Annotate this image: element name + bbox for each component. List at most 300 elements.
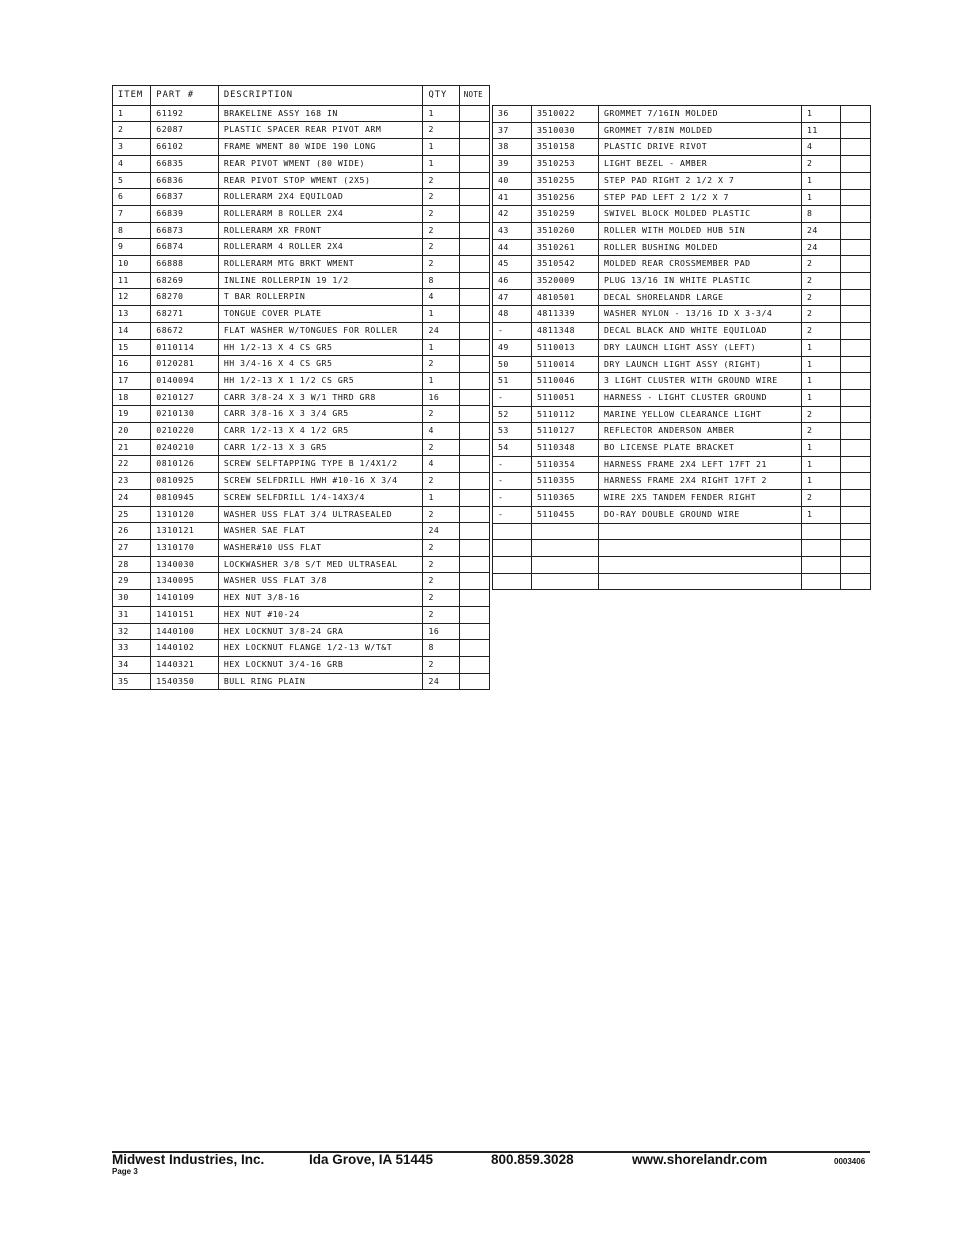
table-row <box>493 556 871 573</box>
table-row <box>113 573 490 590</box>
note-cell <box>841 423 871 440</box>
table-row <box>493 373 871 390</box>
table-row <box>113 289 490 306</box>
part-number-cell: 1310170 <box>151 539 219 556</box>
part-number-cell: 68269 <box>151 272 219 289</box>
note-cell <box>459 155 489 172</box>
item-cell: 10 <box>113 256 151 273</box>
qty-cell <box>802 556 841 573</box>
description-cell: BO LICENSE PLATE BRACKET <box>599 440 802 457</box>
note-cell <box>841 189 871 206</box>
qty-cell: 24 <box>423 523 459 540</box>
description-cell: HARNESS - LIGHT CLUSTER GROUND <box>599 389 802 406</box>
part-number-cell: 1340095 <box>151 573 219 590</box>
item-cell: - <box>493 323 532 340</box>
table-row <box>493 172 871 189</box>
part-number-cell: 5110013 <box>532 339 599 356</box>
note-cell <box>841 222 871 239</box>
qty-cell: 1 <box>423 155 459 172</box>
description-cell: ROLLERARM 2X4 EQUILOAD <box>218 189 423 206</box>
description-cell: WASHER USS FLAT 3/8 <box>218 573 423 590</box>
note-cell <box>841 239 871 256</box>
description-cell: LOCKWASHER 3/8 S/T MED ULTRASEAL <box>218 556 423 573</box>
part-number-cell: 0120281 <box>151 356 219 373</box>
part-number-cell: 66836 <box>151 172 219 189</box>
description-cell: HH 1/2-13 X 4 CS GR5 <box>218 339 423 356</box>
item-cell: 39 <box>493 156 532 173</box>
description-cell: WASHER USS FLAT 3/4 ULTRASEALED <box>218 506 423 523</box>
table-row <box>113 222 490 239</box>
table-row <box>113 590 490 607</box>
item-cell: 7 <box>113 205 151 222</box>
part-number-cell: 1310120 <box>151 506 219 523</box>
note-cell <box>841 106 871 123</box>
part-number-cell: 68672 <box>151 322 219 339</box>
part-number-cell: 1410109 <box>151 590 219 607</box>
note-cell <box>841 323 871 340</box>
qty-cell: 1 <box>802 356 841 373</box>
note-cell <box>841 506 871 523</box>
note-cell <box>459 623 489 640</box>
item-cell: - <box>493 490 532 507</box>
qty-cell: 2 <box>423 573 459 590</box>
part-number-cell: 66839 <box>151 205 219 222</box>
table-row <box>113 673 490 690</box>
part-number-cell: 5110348 <box>532 440 599 457</box>
qty-cell <box>802 573 841 590</box>
description-cell <box>599 523 802 540</box>
table-row <box>493 239 871 256</box>
note-cell <box>459 406 489 423</box>
note-cell <box>841 156 871 173</box>
item-cell: 36 <box>493 106 532 123</box>
table-row <box>113 640 490 657</box>
header-description: DESCRIPTION <box>218 86 423 106</box>
qty-cell: 2 <box>802 306 841 323</box>
qty-cell: 1 <box>423 105 459 122</box>
header-part: PART # <box>151 86 219 106</box>
qty-cell: 24 <box>802 222 841 239</box>
part-number-cell: 3510259 <box>532 206 599 223</box>
part-number-cell: 5110355 <box>532 473 599 490</box>
table-row <box>113 155 490 172</box>
item-cell: 8 <box>113 222 151 239</box>
qty-cell: 2 <box>802 156 841 173</box>
part-number-cell: 0210130 <box>151 406 219 423</box>
note-cell <box>459 506 489 523</box>
qty-cell: 4 <box>802 139 841 156</box>
item-cell: 31 <box>113 606 151 623</box>
table-row <box>493 456 871 473</box>
part-number-cell: 1440102 <box>151 640 219 657</box>
part-number-cell: 66835 <box>151 155 219 172</box>
description-cell: STEP PAD LEFT 2 1/2 X 7 <box>599 189 802 206</box>
item-cell: 22 <box>113 456 151 473</box>
qty-cell: 2 <box>423 256 459 273</box>
note-cell <box>459 222 489 239</box>
part-number-cell <box>532 573 599 590</box>
item-cell: 20 <box>113 423 151 440</box>
description-cell: DRY LAUNCH LIGHT ASSY (LEFT) <box>599 339 802 356</box>
part-number-cell <box>532 556 599 573</box>
note-cell <box>459 573 489 590</box>
note-cell <box>459 339 489 356</box>
description-cell: WASHER#10 USS FLAT <box>218 539 423 556</box>
description-cell: WASHER NYLON - 13/16 ID X 3-3/4 <box>599 306 802 323</box>
qty-cell: 2 <box>423 222 459 239</box>
table-row <box>493 273 871 290</box>
qty-cell: 1 <box>423 306 459 323</box>
note-cell <box>459 439 489 456</box>
part-number-cell: 5110455 <box>532 506 599 523</box>
qty-cell: 2 <box>802 423 841 440</box>
description-cell: SCREW SELFTAPPING TYPE B 1/4X1/2 <box>218 456 423 473</box>
part-number-cell: 66837 <box>151 189 219 206</box>
note-cell <box>841 172 871 189</box>
note-cell <box>459 122 489 139</box>
parts-table-right <box>492 105 871 590</box>
item-cell: 4 <box>113 155 151 172</box>
item-cell <box>493 556 532 573</box>
table-row <box>493 139 871 156</box>
item-cell: - <box>493 456 532 473</box>
item-cell: 19 <box>113 406 151 423</box>
item-cell: 30 <box>113 590 151 607</box>
part-number-cell: 68270 <box>151 289 219 306</box>
description-cell: REAR PIVOT WMENT (80 WIDE) <box>218 155 423 172</box>
description-cell <box>599 573 802 590</box>
note-cell <box>841 373 871 390</box>
table-row <box>113 122 490 139</box>
table-row <box>113 523 490 540</box>
qty-cell: 2 <box>423 473 459 490</box>
qty-cell: 16 <box>423 389 459 406</box>
table-row <box>113 389 490 406</box>
table-row <box>113 372 490 389</box>
description-cell: SCREW SELFDRILL 1/4-14X3/4 <box>218 489 423 506</box>
qty-cell: 11 <box>802 122 841 139</box>
description-cell: ROLLERARM 4 ROLLER 2X4 <box>218 239 423 256</box>
qty-cell: 2 <box>423 506 459 523</box>
item-cell: 5 <box>113 172 151 189</box>
item-cell: 9 <box>113 239 151 256</box>
part-number-cell: 4811348 <box>532 323 599 340</box>
qty-cell: 1 <box>423 489 459 506</box>
part-number-cell: 61192 <box>151 105 219 122</box>
table-row <box>493 156 871 173</box>
qty-cell: 1 <box>802 456 841 473</box>
note-cell <box>459 239 489 256</box>
qty-cell: 2 <box>423 122 459 139</box>
note-cell <box>459 289 489 306</box>
qty-cell <box>802 540 841 557</box>
part-number-cell: 66874 <box>151 239 219 256</box>
table-row <box>113 506 490 523</box>
note-cell <box>459 272 489 289</box>
note-cell <box>459 306 489 323</box>
item-cell: 52 <box>493 406 532 423</box>
part-number-cell: 5110014 <box>532 356 599 373</box>
note-cell <box>841 490 871 507</box>
table-row <box>113 172 490 189</box>
qty-cell: 24 <box>802 239 841 256</box>
table-row <box>113 306 490 323</box>
item-cell: 1 <box>113 105 151 122</box>
table-row <box>113 439 490 456</box>
table-row <box>493 440 871 457</box>
part-number-cell: 5110365 <box>532 490 599 507</box>
qty-cell: 2 <box>423 172 459 189</box>
part-number-cell: 5110127 <box>532 423 599 440</box>
item-cell: 18 <box>113 389 151 406</box>
description-cell: ROLLERARM MTG BRKT WMENT <box>218 256 423 273</box>
note-cell <box>841 356 871 373</box>
description-cell: LIGHT BEZEL - AMBER <box>599 156 802 173</box>
table-row <box>113 272 490 289</box>
item-cell: 23 <box>113 473 151 490</box>
table-row <box>493 423 871 440</box>
note-cell <box>459 606 489 623</box>
note-cell <box>459 539 489 556</box>
footer-phone: 800.859.3028 <box>491 1152 574 1167</box>
table-row <box>113 406 490 423</box>
table-row <box>113 322 490 339</box>
table-row <box>113 139 490 156</box>
description-cell: MOLDED REAR CROSSMEMBER PAD <box>599 256 802 273</box>
qty-cell: 1 <box>802 106 841 123</box>
description-cell: 3 LIGHT CLUSTER WITH GROUND WIRE <box>599 373 802 390</box>
item-cell: 42 <box>493 206 532 223</box>
qty-cell: 4 <box>423 289 459 306</box>
description-cell: CARR 1/2-13 X 3 GR5 <box>218 439 423 456</box>
part-number-cell: 68271 <box>151 306 219 323</box>
table-row <box>113 539 490 556</box>
qty-cell <box>802 523 841 540</box>
note-cell <box>459 640 489 657</box>
description-cell: HEX NUT 3/8-16 <box>218 590 423 607</box>
qty-cell: 2 <box>423 556 459 573</box>
note-cell <box>841 206 871 223</box>
part-number-cell: 0210220 <box>151 423 219 440</box>
part-number-cell: 5110354 <box>532 456 599 473</box>
table-row <box>113 656 490 673</box>
note-cell <box>459 473 489 490</box>
note-cell <box>459 423 489 440</box>
description-cell: HARNESS FRAME 2X4 LEFT 17FT 21 <box>599 456 802 473</box>
table-row <box>113 239 490 256</box>
note-cell <box>841 389 871 406</box>
part-number-cell: 3520009 <box>532 273 599 290</box>
item-cell: 14 <box>113 322 151 339</box>
table-row <box>493 573 871 590</box>
qty-cell: 8 <box>802 206 841 223</box>
qty-cell: 16 <box>423 623 459 640</box>
note-cell <box>841 256 871 273</box>
item-cell: 17 <box>113 372 151 389</box>
part-number-cell: 3510022 <box>532 106 599 123</box>
header-qty: QTY <box>423 86 459 106</box>
item-cell: 49 <box>493 339 532 356</box>
item-cell: 37 <box>493 122 532 139</box>
table-row <box>493 323 871 340</box>
item-cell: 27 <box>113 539 151 556</box>
header-item: ITEM <box>113 86 151 106</box>
item-cell <box>493 573 532 590</box>
part-number-cell: 0240210 <box>151 439 219 456</box>
qty-cell: 24 <box>423 673 459 690</box>
description-cell <box>599 540 802 557</box>
table-row <box>493 540 871 557</box>
description-cell: CARR 3/8-16 X 3 3/4 GR5 <box>218 406 423 423</box>
description-cell: DECAL BLACK AND WHITE EQUILOAD <box>599 323 802 340</box>
item-cell: 41 <box>493 189 532 206</box>
note-cell <box>841 306 871 323</box>
item-cell: 13 <box>113 306 151 323</box>
description-cell: PLASTIC DRIVE RIVOT <box>599 139 802 156</box>
item-cell: 33 <box>113 640 151 657</box>
table-row <box>493 506 871 523</box>
item-cell: 51 <box>493 373 532 390</box>
footer-company: Midwest Industries, Inc. <box>112 1152 265 1167</box>
description-cell: STEP PAD RIGHT 2 1/2 X 7 <box>599 172 802 189</box>
item-cell: 26 <box>113 523 151 540</box>
description-cell: HEX LOCKNUT FLANGE 1/2-13 W/T&T <box>218 640 423 657</box>
description-cell: DRY LAUNCH LIGHT ASSY (RIGHT) <box>599 356 802 373</box>
note-cell <box>459 673 489 690</box>
item-cell: - <box>493 389 532 406</box>
part-number-cell: 0810945 <box>151 489 219 506</box>
item-cell: 48 <box>493 306 532 323</box>
qty-cell: 2 <box>423 656 459 673</box>
table-row <box>493 306 871 323</box>
note-cell <box>459 205 489 222</box>
table-row <box>493 206 871 223</box>
item-cell: 6 <box>113 189 151 206</box>
note-cell <box>459 489 489 506</box>
description-cell: SCREW SELFDRILL HWH #10-16 X 3/4 <box>218 473 423 490</box>
description-cell: BULL RING PLAIN <box>218 673 423 690</box>
item-cell: 12 <box>113 289 151 306</box>
part-number-cell: 66102 <box>151 139 219 156</box>
qty-cell: 2 <box>802 323 841 340</box>
item-cell: 3 <box>113 139 151 156</box>
description-cell: FRAME WMENT 80 WIDE 190 LONG <box>218 139 423 156</box>
part-number-cell: 0810126 <box>151 456 219 473</box>
table-row <box>493 356 871 373</box>
part-number-cell <box>532 540 599 557</box>
note-cell <box>459 189 489 206</box>
note-cell <box>459 389 489 406</box>
table-row <box>113 339 490 356</box>
description-cell: WASHER SAE FLAT <box>218 523 423 540</box>
description-cell: HEX LOCKNUT 3/8-24 GRA <box>218 623 423 640</box>
description-cell: T BAR ROLLERPIN <box>218 289 423 306</box>
part-number-cell: 1340030 <box>151 556 219 573</box>
qty-cell: 1 <box>802 339 841 356</box>
part-number-cell: 0110114 <box>151 339 219 356</box>
part-number-cell: 0810925 <box>151 473 219 490</box>
note-cell <box>841 540 871 557</box>
item-cell <box>493 523 532 540</box>
qty-cell: 2 <box>423 205 459 222</box>
part-number-cell: 66888 <box>151 256 219 273</box>
description-cell: HARNESS FRAME 2X4 RIGHT 17FT 2 <box>599 473 802 490</box>
part-number-cell: 62087 <box>151 122 219 139</box>
qty-cell: 2 <box>423 189 459 206</box>
item-cell: 32 <box>113 623 151 640</box>
table-row <box>493 389 871 406</box>
table-row <box>493 256 871 273</box>
qty-cell: 2 <box>423 590 459 607</box>
note-cell <box>459 523 489 540</box>
item-cell <box>493 540 532 557</box>
description-cell: ROLLERARM XR FRONT <box>218 222 423 239</box>
table-row <box>493 106 871 123</box>
item-cell: 34 <box>113 656 151 673</box>
table-row <box>113 623 490 640</box>
part-number-cell: 0210127 <box>151 389 219 406</box>
table-row <box>113 423 490 440</box>
item-cell: 16 <box>113 356 151 373</box>
table-row <box>493 523 871 540</box>
qty-cell: 2 <box>423 606 459 623</box>
part-number-cell: 1410151 <box>151 606 219 623</box>
note-cell <box>841 456 871 473</box>
description-cell <box>599 556 802 573</box>
description-cell: WIRE 2X5 TANDEM FENDER RIGHT <box>599 490 802 507</box>
qty-cell: 2 <box>802 273 841 290</box>
qty-cell: 1 <box>802 389 841 406</box>
qty-cell: 2 <box>802 406 841 423</box>
item-cell: 2 <box>113 122 151 139</box>
part-number-cell: 0140094 <box>151 372 219 389</box>
table-row <box>493 406 871 423</box>
part-number-cell: 4810501 <box>532 289 599 306</box>
part-number-cell: 5110051 <box>532 389 599 406</box>
qty-cell: 8 <box>423 640 459 657</box>
note-cell <box>841 273 871 290</box>
item-cell: 15 <box>113 339 151 356</box>
item-cell: - <box>493 506 532 523</box>
item-cell: 43 <box>493 222 532 239</box>
note-cell <box>459 556 489 573</box>
table-row <box>113 456 490 473</box>
item-cell: 35 <box>113 673 151 690</box>
qty-cell: 1 <box>802 373 841 390</box>
parts-table-left <box>112 85 490 690</box>
description-cell: ROLLER BUSHING MOLDED <box>599 239 802 256</box>
table-row <box>493 473 871 490</box>
table-row <box>493 189 871 206</box>
qty-cell: 2 <box>423 406 459 423</box>
footer-doc-number: 0003406 <box>834 1157 866 1166</box>
note-cell <box>841 440 871 457</box>
part-number-cell: 3510261 <box>532 239 599 256</box>
description-cell: ROLLER WITH MOLDED HUB 5IN <box>599 222 802 239</box>
note-cell <box>841 556 871 573</box>
item-cell: 45 <box>493 256 532 273</box>
qty-cell: 2 <box>423 439 459 456</box>
note-cell <box>459 322 489 339</box>
description-cell: DO-RAY DOUBLE GROUND WIRE <box>599 506 802 523</box>
table-row <box>113 189 490 206</box>
description-cell: PLUG 13/16 IN WHITE PLASTIC <box>599 273 802 290</box>
item-cell: 46 <box>493 273 532 290</box>
description-cell: TONGUE COVER PLATE <box>218 306 423 323</box>
part-number-cell: 3510542 <box>532 256 599 273</box>
part-number-cell: 4811339 <box>532 306 599 323</box>
table-header-row <box>113 86 490 106</box>
